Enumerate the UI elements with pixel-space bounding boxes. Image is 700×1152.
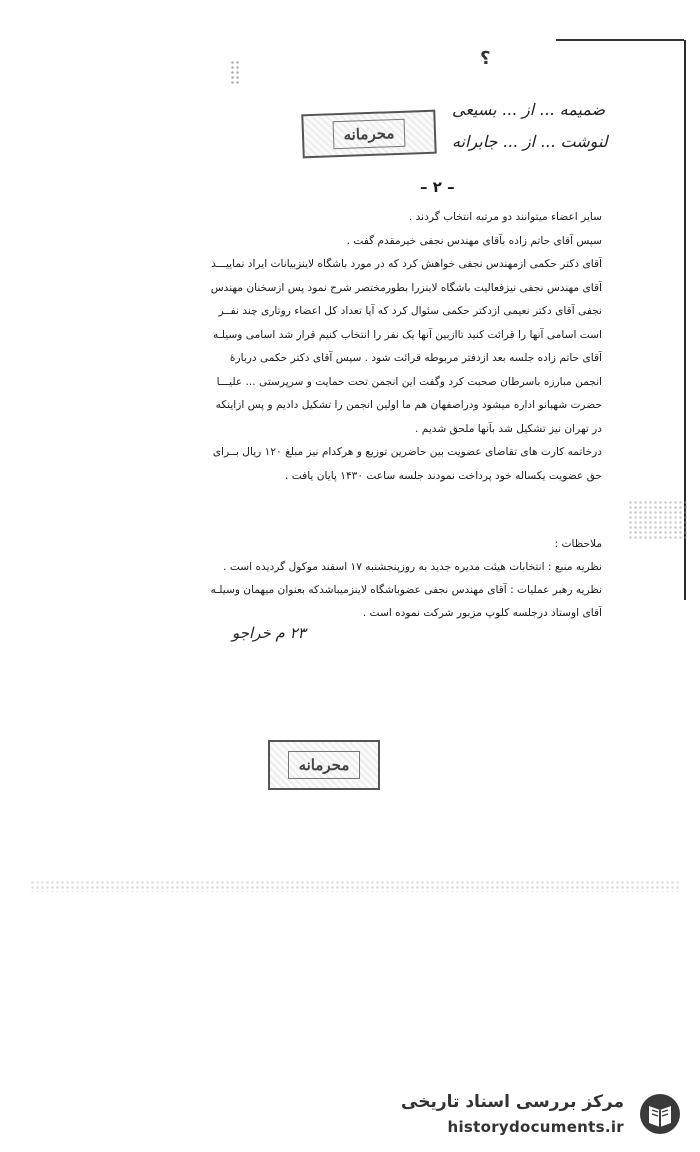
body-line: انجمن مبارزه باسرطان صحبت کرد وگفت این انجمن تحت حمایت و سرپرستی ... علیـــا <box>216 375 602 388</box>
notes-line: نظریه منبع : انتخابات هیئت مدیره جدید به روزپنجشنبه ۱۷ اسفند موکول گردیده است . <box>223 561 602 573</box>
body-line: آقای مهندس نجفی نیزفعالیت باشگاه لاینزرا بطورمختصر شرح نمود پس ازسخنان مهندس <box>210 281 602 294</box>
stamp-text: محرمانه <box>288 751 361 779</box>
body-line: سایر اعضاء میتوانند دو مرتبه انتخاب گردند . <box>408 211 602 223</box>
body-line: حق عضویت یکساله خود پرداخت نمودند جلسه ساعت ۱۴۳۰ پایان یافت . <box>285 469 602 482</box>
body-line: آقای دکتر حکمی ازمهندس نجفی خواهش کرد که در مورد باشگاه لاینزبیانات ایراد نماییـــد <box>211 258 602 270</box>
top-rule-line <box>556 39 684 41</box>
archive-watermark <box>392 1090 682 1142</box>
body-line: نجفی آقای دکتر نعیمی ازدکتر حکمی سئوال کرد که آیا تعداد کل اعضاء روتاری چند نفــر <box>218 305 602 317</box>
scan-noise <box>628 500 688 540</box>
book-logo-icon <box>638 1092 682 1136</box>
notes-line: نظریه رهبر عملیات : آقای مهندس نجفی عضوباشگاه لاینزمیباشدکه بعنوان میهمان وسیلـه <box>210 584 602 596</box>
watermark-title: مرکز بررسی اسناد تاریخی <box>401 1092 624 1112</box>
stamp-text: محرمانه <box>332 119 406 150</box>
notes-line: آقای اوستاد درجلسه کلوپ مزبور شرکت نموده است . <box>362 607 602 619</box>
scan-noise-mark <box>230 60 240 84</box>
notes-heading: ملاحظات : <box>554 538 602 550</box>
handwritten-signature: ۲۳ م خراجو <box>232 624 306 642</box>
body-line: حضرت شهبانو اداره میشود ودراصفهان هم ما اولین انجمن را تشکیل دادیم و پس ازاینکه <box>215 399 602 411</box>
scan-noise-band <box>30 880 680 892</box>
handwritten-note-1: ضمیمه ... از ... بسیعی <box>452 100 606 119</box>
body-line: سپس آقای حاتم زاده بآقای مهندس نجفی خیرمقدم گفت . <box>346 234 602 247</box>
classification-stamp-middle <box>268 740 380 790</box>
pen-mark: ؟ <box>480 48 491 69</box>
report-body <box>92 206 602 488</box>
page-number: – ۲ – <box>420 178 455 196</box>
body-line: آقای حاتم زاده جلسه بعد ازدفتر مربوطه قرائت شود . سپس آقای دکتر حکمی دربارهٔ <box>229 352 602 364</box>
classification-stamp-top <box>301 110 436 159</box>
body-line: در تهران نیز تشکیل شد بآنها ملحق شدیم . <box>415 422 602 435</box>
notes-section <box>92 533 602 625</box>
handwritten-note-2: لنوشت ... از ... جابرانه <box>452 132 608 151</box>
watermark-url: historydocuments.ir <box>447 1118 624 1136</box>
body-line: است اسامی آنها را قرائت کنید تاازبین آنها یک نفر را انتخاب کنیم قرار شد اسامی وسیلـه <box>212 328 602 341</box>
body-line: درخاتمه کارت های تقاضای عضویت بین حاضرین توزیع و هرکدام نیز مبلغ ۱۲۰ ریال بــرای <box>212 446 602 458</box>
